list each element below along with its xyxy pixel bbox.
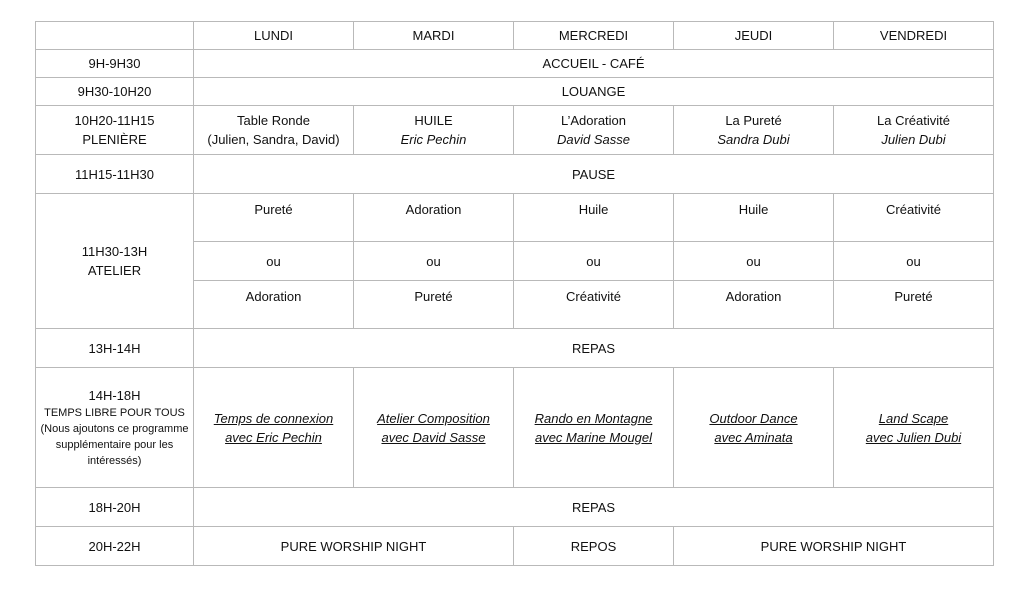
session-title: La Créativité <box>877 113 950 128</box>
time-cell: 13H-14H <box>36 329 194 368</box>
activity-title: Outdoor Dance <box>709 410 798 426</box>
row-accueil <box>36 50 994 78</box>
activity-cell <box>354 368 514 488</box>
time-range: 14H-18H <box>88 388 141 403</box>
session-cell <box>354 106 514 155</box>
row-repas-midi <box>36 329 994 368</box>
row-pause <box>36 155 994 194</box>
row-atelier-option1 <box>36 194 994 242</box>
row-soiree <box>36 527 994 566</box>
activity-title: Rando en Montagne <box>534 410 653 426</box>
or-cell: ou <box>834 242 994 281</box>
session-speaker: Eric Pechin <box>400 132 467 147</box>
or-cell: ou <box>674 242 834 281</box>
row-louange <box>36 78 994 106</box>
session-cell <box>194 106 354 155</box>
atelier-cell: Huile <box>674 194 834 242</box>
repos-cell: REPOS <box>514 527 674 566</box>
time-cell: 9H-9H30 <box>36 50 194 78</box>
session-title: L’Adoration <box>560 113 627 128</box>
session-title: HUILE <box>414 113 453 128</box>
worship-night-cell: PURE WORSHIP NIGHT <box>194 527 514 566</box>
time-label: TEMPS LIBRE POUR TOUS <box>44 407 185 419</box>
time-cell: 9H30-10H20 <box>36 78 194 106</box>
time-cell: 18H-20H <box>36 488 194 527</box>
activity-cell <box>674 368 834 488</box>
session-cell <box>834 106 994 155</box>
time-cell <box>36 194 194 329</box>
activity-host: avec Aminata <box>714 429 793 445</box>
atelier-cell: Pureté <box>834 281 994 329</box>
atelier-cell: Adoration <box>194 281 354 329</box>
schedule-table <box>35 21 994 566</box>
session-cell <box>674 106 834 155</box>
atelier-cell: Créativité <box>834 194 994 242</box>
activity-cell <box>834 368 994 488</box>
activity-cell <box>514 368 674 488</box>
time-cell: 11H15-11H30 <box>36 155 194 194</box>
repas-cell: REPAS <box>194 329 994 368</box>
time-cell: 20H-22H <box>36 527 194 566</box>
time-note: (Nous ajoutons ce programme supplémentaire pour les intéressés) <box>40 423 189 467</box>
row-pleniere <box>36 106 994 155</box>
corner-cell <box>36 22 194 50</box>
session-speaker: (Julien, Sandra, David) <box>207 132 340 147</box>
session-speaker: David Sasse <box>557 132 630 147</box>
atelier-cell: Créativité <box>514 281 674 329</box>
session-title: Table Ronde <box>237 113 310 128</box>
time-range: 10H20-11H15 <box>74 113 155 128</box>
or-cell: ou <box>354 242 514 281</box>
time-label: PLENIÈRE <box>82 132 147 147</box>
pause-cell: PAUSE <box>194 155 994 194</box>
accueil-cell: ACCUEIL - CAFÉ <box>194 50 994 78</box>
row-apres-midi <box>36 368 994 488</box>
or-cell: ou <box>194 242 354 281</box>
louange-cell: LOUANGE <box>194 78 994 106</box>
atelier-cell: Adoration <box>354 194 514 242</box>
atelier-cell: Adoration <box>674 281 834 329</box>
atelier-cell: Pureté <box>194 194 354 242</box>
day-header-mercredi: MERCREDI <box>514 22 674 50</box>
activity-host: avec Eric Pechin <box>225 429 322 445</box>
day-header-vendredi: VENDREDI <box>834 22 994 50</box>
day-header-lundi: LUNDI <box>194 22 354 50</box>
repas-cell: REPAS <box>194 488 994 527</box>
activity-host: avec Marine Mougel <box>534 429 653 445</box>
or-cell: ou <box>514 242 674 281</box>
activity-host: avec Julien Dubi <box>865 429 962 445</box>
time-label: ATELIER <box>87 263 142 278</box>
time-cell <box>36 368 194 488</box>
day-header-jeudi: JEUDI <box>674 22 834 50</box>
session-cell <box>514 106 674 155</box>
session-speaker: Sandra Dubi <box>717 132 790 147</box>
day-header-mardi: MARDI <box>354 22 514 50</box>
activity-title: Land Scape <box>878 410 949 426</box>
session-title: La Pureté <box>725 113 782 128</box>
activity-title: Atelier Composition <box>377 410 490 426</box>
time-range: 11H30-13H <box>81 244 148 259</box>
worship-night-cell: PURE WORSHIP NIGHT <box>674 527 994 566</box>
activity-title: Temps de connexion <box>213 410 334 426</box>
activity-host: avec David Sasse <box>381 429 486 445</box>
atelier-cell: Huile <box>514 194 674 242</box>
activity-cell <box>194 368 354 488</box>
time-cell <box>36 106 194 155</box>
header-row <box>36 22 994 50</box>
session-speaker: Julien Dubi <box>881 132 946 147</box>
row-repas-soir <box>36 488 994 527</box>
atelier-cell: Pureté <box>354 281 514 329</box>
